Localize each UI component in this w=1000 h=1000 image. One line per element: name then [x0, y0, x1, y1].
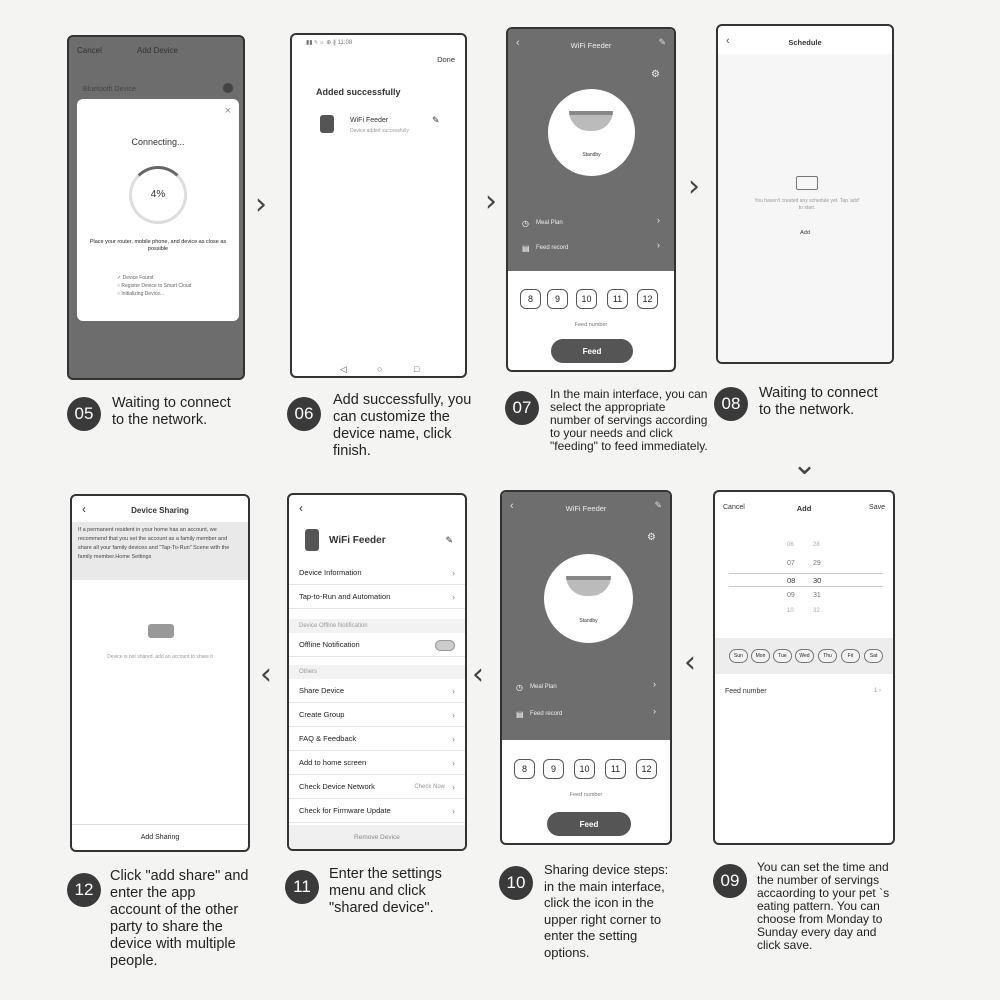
step-number-07: 07 [505, 391, 539, 425]
bowl-icon [569, 111, 613, 131]
check-found: ✓ Device Found [117, 275, 154, 281]
device-name: WiFi Feeder [350, 117, 389, 124]
day-tue[interactable]: Tue [773, 649, 792, 663]
add-device-title: Add Device [137, 46, 178, 55]
feeder-header [502, 492, 670, 740]
add-schedule-button[interactable]: Add [800, 230, 810, 236]
nav-back-icon[interactable]: ◁ [340, 364, 347, 374]
arrow-left-icon: ‹ [472, 657, 484, 692]
day-thu[interactable]: Thu [818, 649, 837, 663]
back-icon[interactable]: ‹ [726, 35, 730, 47]
day-wed[interactable]: Wed [795, 649, 814, 663]
feed-number-12[interactable]: 12 [636, 759, 657, 779]
row-offline-notification: Offline Notification [289, 633, 465, 657]
chevron-right-icon: › [657, 240, 660, 250]
schedule-title: Schedule [788, 38, 822, 47]
check-init: ○ Initializing Device... [117, 291, 165, 297]
add-sharing-button[interactable]: Add Sharing [72, 824, 248, 850]
remove-device-button[interactable]: Remove Device [289, 825, 465, 849]
section-offline-notification: Device Offline Notification [289, 619, 465, 633]
edit-icon[interactable]: ✎ [445, 535, 453, 545]
progress-percent: 4% [150, 189, 166, 200]
hint-text: Place your router, mobile phone, and device as close as possible [89, 239, 227, 252]
hour-08[interactable]: 08 [787, 576, 796, 585]
feed-number-9[interactable]: 9 [547, 289, 568, 309]
feed-number-9[interactable]: 9 [543, 759, 564, 779]
save-button[interactable]: Save [869, 504, 885, 511]
step-number-11: 11 [285, 870, 319, 904]
cancel-button[interactable]: Cancel [723, 504, 745, 511]
settings-icon[interactable]: ⚙ [647, 532, 656, 543]
step-caption-12: Click "add share" and enter the app account of the other party to share the device with multiple people. [110, 868, 249, 969]
feeder-title: WiFi Feeder [570, 41, 612, 50]
settings-icon[interactable]: ⚙ [651, 69, 660, 80]
feeder-device-icon [305, 529, 319, 551]
bluetooth-item: Bluetooth Device [83, 86, 136, 93]
arrow-right-icon: › [255, 187, 267, 222]
row-check-network[interactable]: Check Device Network Check Now › [289, 775, 465, 799]
feeder-device-icon [320, 115, 334, 133]
row-share-device[interactable]: Share Device › [289, 679, 465, 703]
feed-record-link[interactable]: Feed record [536, 245, 569, 251]
hour-10[interactable]: 10 [787, 608, 794, 614]
nav-recent-icon[interactable]: □ [414, 364, 420, 374]
feed-button[interactable]: Feed [551, 339, 633, 363]
arrow-right-icon: › [485, 184, 497, 219]
minute-31[interactable]: 31 [813, 592, 821, 599]
step-caption-11: Enter the settings menu and click "shared device". [329, 866, 442, 916]
step-number-06: 06 [287, 397, 321, 431]
feed-number-label: Feed number [725, 688, 767, 695]
minute-30[interactable]: 30 [813, 576, 822, 585]
step-caption-07: In the main interface, you can select the appropriate number of servings according to your needs and click "feeding" to feed immediately. [550, 387, 708, 453]
not-shared-message: Device is not shared, add an account to share it [107, 654, 213, 660]
step-caption-06: Add successfully, you can customize the device name, click finish. [333, 392, 472, 459]
step-caption-10: Sharing device steps: in the main interface, click the icon in the upper right corner to enter the setting options. [544, 862, 669, 960]
edit-name-icon[interactable]: ✎ [432, 115, 440, 125]
add-circle-icon[interactable] [223, 83, 233, 93]
sharing-notice: If a permanent resident in your home has an account, we recommend that you set the account as a family member and share all your family devices and "Tap-To-Run" Scene with the family member.Home Settings [72, 522, 248, 580]
row-firmware-update[interactable]: Check for Firmware Update › [289, 799, 465, 823]
step-caption-08: Waiting to connect to the network. [759, 385, 878, 418]
device-name: WiFi Feeder [329, 535, 386, 546]
back-icon[interactable]: ‹ [510, 500, 514, 512]
arrow-down-icon: ⌄ [792, 447, 818, 482]
add-title: Add [796, 504, 812, 513]
screen-08-schedule [716, 24, 894, 364]
row-faq-feedback[interactable]: FAQ & Feedback › [289, 727, 465, 751]
device-subtext: Device added successfully [350, 128, 409, 134]
back-icon[interactable]: ‹ [82, 502, 86, 516]
bowl-icon [566, 576, 611, 596]
meal-plan-icon: ◷ [516, 683, 523, 692]
row-device-information[interactable]: Device Information › [289, 561, 465, 585]
feed-number-label: Feed number [569, 792, 603, 798]
feed-number-label: Feed number [574, 322, 608, 328]
standby-label: Standby [582, 152, 601, 158]
check-register: ○ Register Device to Smart Cloud [117, 283, 192, 289]
edit-icon[interactable]: ✎ [654, 500, 662, 510]
bowl-circle [544, 554, 633, 643]
row-add-home-screen[interactable]: Add to home screen › [289, 751, 465, 775]
check-list [117, 274, 191, 298]
step-number-12: 12 [67, 873, 101, 907]
feed-number-8[interactable]: 8 [520, 289, 541, 309]
arrow-left-icon: ‹ [684, 645, 696, 680]
feed-button[interactable]: Feed [547, 812, 631, 836]
picker-selection-band [729, 573, 883, 587]
day-sun[interactable]: Sun [729, 649, 748, 663]
minute-29[interactable]: 29 [813, 560, 821, 567]
feeder-title: WiFi Feeder [565, 504, 607, 513]
screen-12-device-sharing [70, 494, 250, 852]
feed-number-10[interactable]: 10 [576, 289, 597, 309]
section-others: Others [289, 665, 465, 679]
edit-icon[interactable]: ✎ [658, 37, 666, 47]
minute-28[interactable]: 28 [813, 542, 820, 548]
connecting-dialog [77, 99, 239, 321]
step-number-10: 10 [499, 866, 533, 900]
row-tap-to-run[interactable]: Tap-to-Run and Automation › [289, 585, 465, 609]
step-caption-05: Waiting to connect to the network. [112, 395, 231, 428]
step-number-05: 05 [67, 397, 101, 431]
hour-09[interactable]: 09 [787, 592, 795, 599]
sharing-title: Device Sharing [131, 506, 189, 515]
chevron-right-icon: › [653, 706, 656, 716]
arrow-left-icon: ‹ [260, 657, 272, 692]
feed-number-12[interactable]: 12 [637, 289, 658, 309]
connecting-heading: Connecting... [131, 137, 185, 147]
hour-07[interactable]: 07 [787, 560, 795, 567]
day-fri[interactable]: Fri [841, 649, 860, 663]
back-icon[interactable]: ‹ [299, 501, 303, 515]
share-illustration-icon [148, 624, 174, 638]
day-sat[interactable]: Sat [864, 649, 883, 663]
meal-plan-icon: ◷ [522, 219, 529, 228]
feed-number-value[interactable]: 1 › [873, 688, 881, 694]
screen-06-added [290, 33, 467, 378]
minute-32[interactable]: 32 [813, 608, 820, 614]
arrow-right-icon: › [688, 169, 700, 204]
standby-label: Standby [579, 618, 598, 624]
step-number-08: 08 [714, 387, 748, 421]
bowl-circle [548, 89, 635, 176]
feed-record-icon: ▤ [522, 244, 530, 253]
hour-06[interactable]: 06 [787, 542, 794, 548]
meal-plan-link[interactable]: Meal Plan [536, 220, 563, 226]
day-selector [715, 638, 893, 674]
close-icon[interactable]: × [224, 105, 231, 117]
feeder-header [508, 29, 674, 271]
screen-05-connecting [67, 35, 245, 380]
feed-record-link[interactable]: Feed record [530, 711, 563, 717]
day-mon[interactable]: Mon [751, 649, 770, 663]
feed-number-10[interactable]: 10 [574, 759, 595, 779]
feed-record-icon: ▤ [516, 710, 524, 719]
offline-toggle[interactable] [435, 640, 455, 651]
row-create-group[interactable]: Create Group › [289, 703, 465, 727]
screen-10-feeder [500, 490, 672, 845]
screen-11-settings [287, 493, 467, 851]
step-caption-09: You can set the time and the number of servings accaording to your pet `s eating pattern. You can choose from Monday to Sunday every day and click save. [757, 860, 890, 952]
empty-message: You haven't created any schedule yet. Tap 'add' to start. [754, 198, 860, 211]
feed-number-8[interactable]: 8 [514, 759, 535, 779]
status-bar: ▮▮ ᵃᵢ ☼ ⊕ ∦ 11:08 [306, 40, 353, 46]
added-heading: Added successfully [316, 87, 401, 97]
screen-09-add-schedule [713, 490, 895, 845]
screen-07-feeder [506, 27, 676, 372]
feed-number-11[interactable]: 11 [607, 289, 628, 309]
done-button[interactable]: Done [437, 55, 455, 64]
feed-number-11[interactable]: 11 [605, 759, 626, 779]
chevron-right-icon: › [657, 215, 660, 225]
nav-home-icon[interactable]: ○ [377, 364, 383, 374]
envelope-icon [796, 176, 818, 190]
step-number-09: 09 [713, 864, 747, 898]
chevron-right-icon: › [653, 679, 656, 689]
time-picker[interactable] [715, 536, 893, 620]
cancel-link[interactable]: Cancel [77, 46, 102, 55]
meal-plan-link[interactable]: Meal Plan [530, 684, 557, 690]
back-icon[interactable]: ‹ [516, 37, 520, 49]
